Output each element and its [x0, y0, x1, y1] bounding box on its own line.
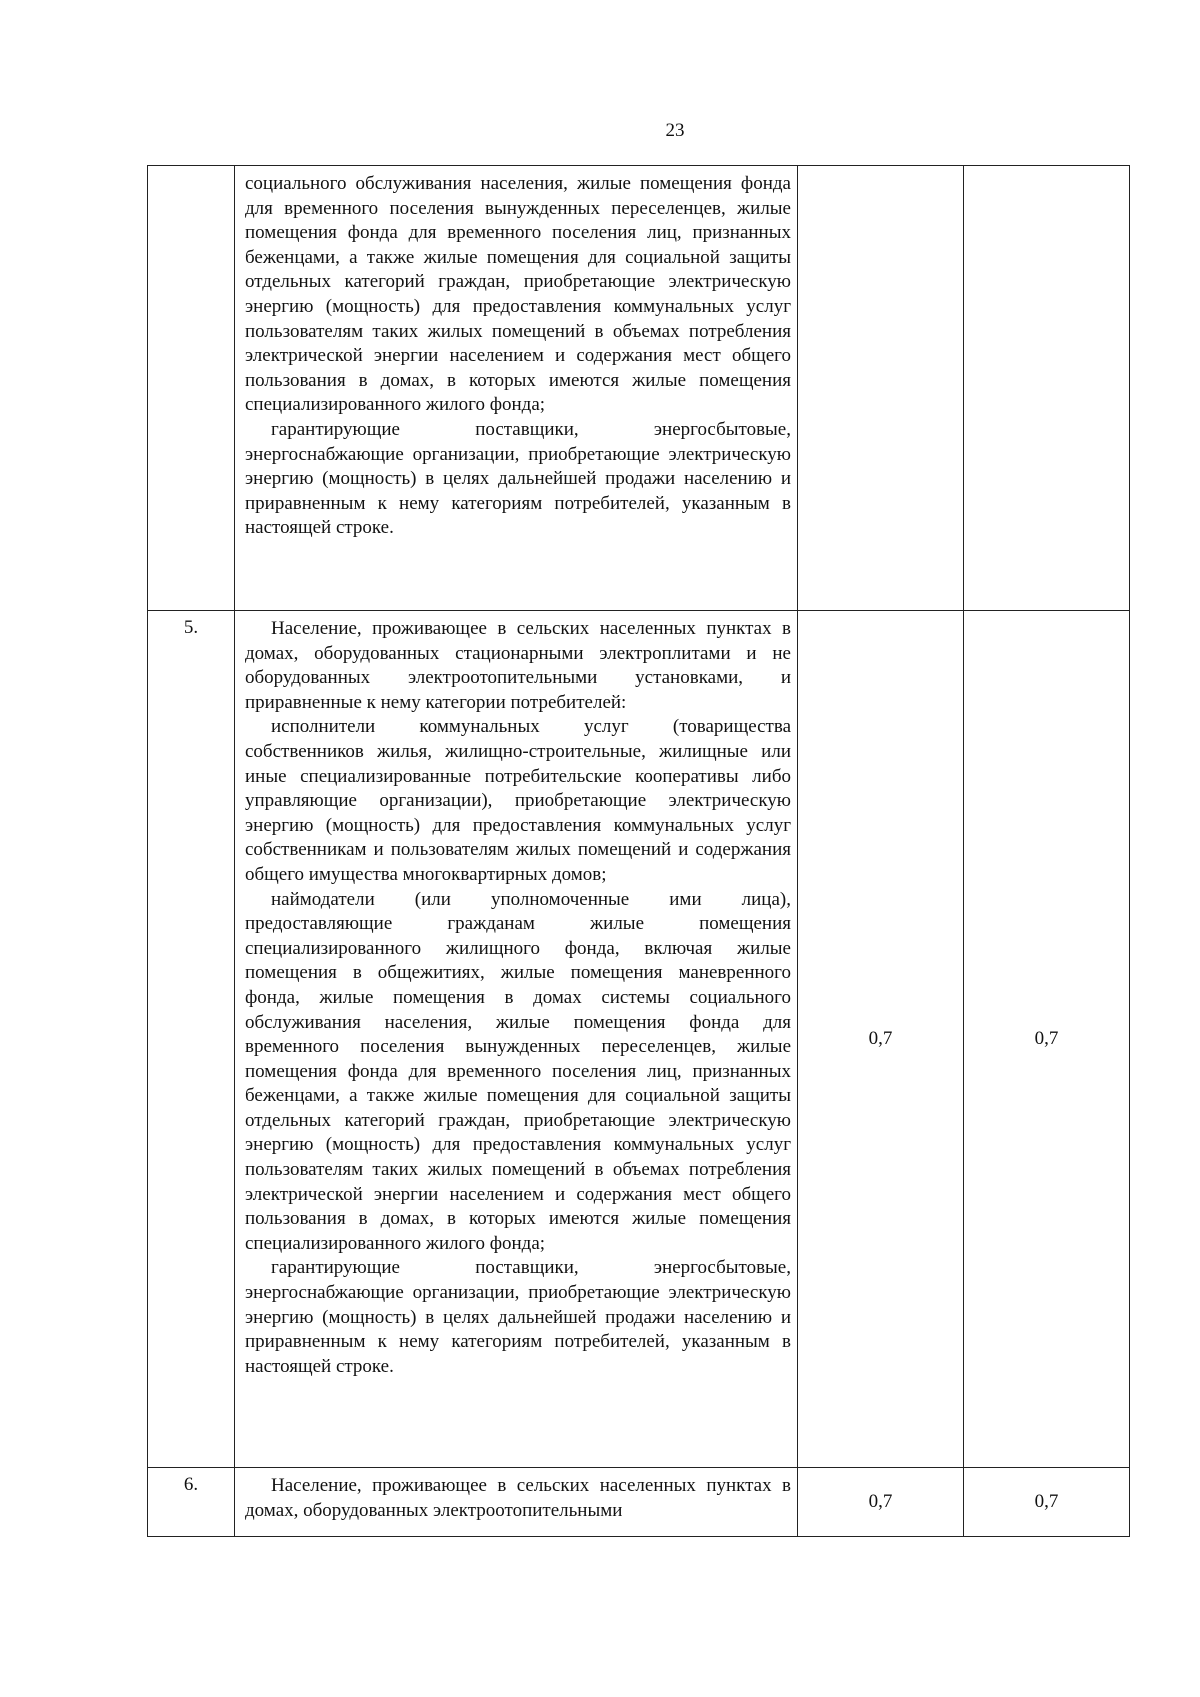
row-value-1-cell [798, 166, 964, 611]
row-description-cell [235, 611, 798, 1468]
table-row [148, 611, 1130, 1468]
row-value-2-cell: 0,7 [964, 611, 1130, 1468]
row-paragraph: Население, проживающее в сельских населенных пунктах в домах, оборудованных стационарными электроплитами и не оборудованных электроотопительными установками, и приравненные к нему категории потребителей: [245, 618, 791, 713]
row-number-cell [148, 166, 235, 611]
row-paragraph: гарантирующие поставщики, энергосбытовые, энергоснабжающие организации, приобретающие электрическую энергию (мощность) в целях дальнейшей продажи населению и приравненным к нему категориям потребителей, указанным в настоящей строке. [245, 418, 791, 539]
row-number-cell: 5. [148, 611, 235, 1468]
row-value-1-cell: 0,7 [798, 611, 964, 1468]
row-paragraph: социального обслуживания населения, жилые помещения фонда для временного поселения вынужденных переселенцев, жилые помещения фонда для временного поселения лиц, признанных беженцами, а также жилые помещения для социальной защиты отдельных категорий граждан, приобретающие электрическую энергию (мощность) для предоставления коммунальных услуг пользователям таких жилых помещений в объемах потребления электрической энергии населением и содержания мест общего пользования в домах, в которых имеются жилые помещения специализированного жилого фонда; [245, 173, 791, 416]
row-value-2-cell [964, 166, 1130, 611]
row-value-2-cell: 0,7 [964, 1468, 1130, 1537]
table-row [148, 1468, 1130, 1537]
tariff-table [147, 165, 1130, 1537]
row-paragraph: гарантирующие поставщики, энергосбытовые, энергоснабжающие организации, приобретающие электрическую энергию (мощность) в целях дальнейшей продажи населению и приравненным к нему категориям потребителей, указанным в настоящей строке. [245, 1257, 791, 1377]
page-number: 23 [665, 120, 685, 141]
row-description-cell [235, 166, 798, 611]
row-description-cell [235, 1468, 798, 1537]
row-paragraph: исполнители коммунальных услуг (товарищества собственников жилья, жилищно-строительные, жилищные или иные специализированные потребительские кооперативы либо управляющие организации), приобретающие электрическую энергию (мощность) для предоставления коммунальных услуг собственникам и пользователям жилых помещений и содержания общего имущества многоквартирных домов; [245, 716, 791, 885]
row-paragraph: наймодатели (или уполномоченные ими лица), предоставляющие гражданам жилые помещения специализированного жилищного фонда, включая жилые помещения в общежитиях, жилые помещения маневренного фонда, жилые помещения в домах системы социального обслуживания населения, жилые помещения фонда для временного поселения вынужденных переселенцев, жилые помещения фонда для временного поселения лиц, признанных беженцами, а также жилые помещения для социальной защиты отдельных категорий граждан, приобретающие электрическую энергию (мощность) для предоставления коммунальных услуг пользователям таких жилых помещений в объемах потребления электрической энергии населением и содержания мест общего пользования в домах, в которых имеются жилые помещения специализированного жилого фонда; [245, 888, 791, 1254]
row-number-cell: 6. [148, 1468, 235, 1537]
row-value-1-cell: 0,7 [798, 1468, 964, 1537]
table-row [148, 166, 1130, 611]
row-paragraph: Население, проживающее в сельских населенных пунктах в домах, оборудованных электроотопительными [245, 1475, 791, 1521]
